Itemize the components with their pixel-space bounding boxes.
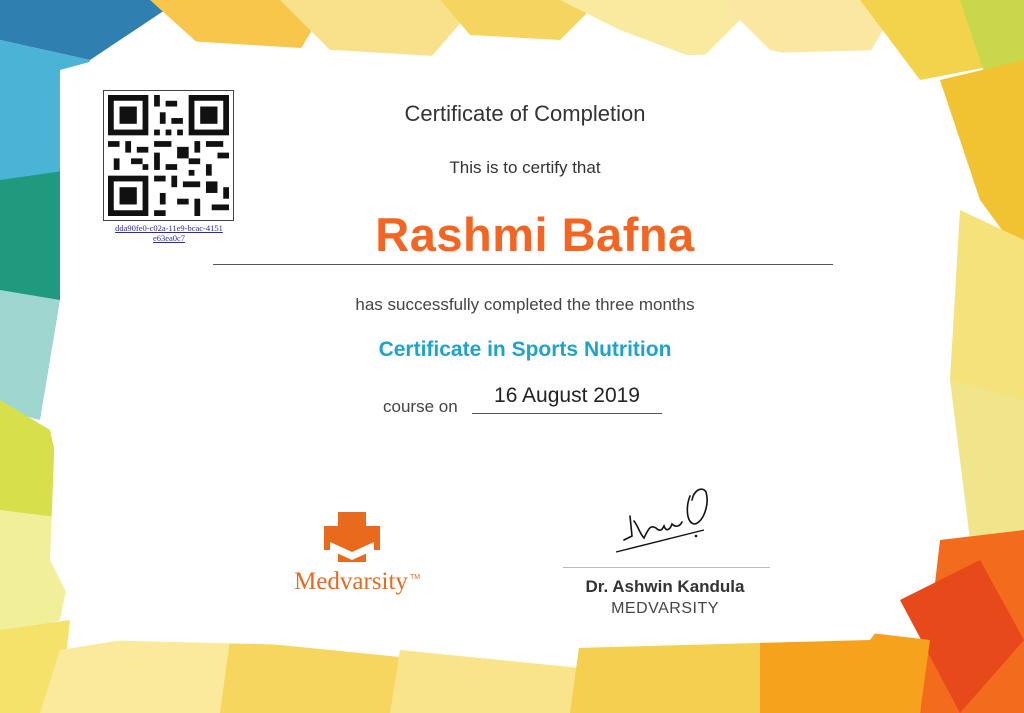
- signatory-organization: MEDVARSITY: [611, 600, 719, 617]
- name-underline: [213, 264, 833, 265]
- qr-code-image[interactable]: [103, 90, 234, 221]
- brand-name: Medvarsity: [294, 568, 408, 595]
- trademark-mark: TM: [410, 574, 421, 581]
- date-underline: [472, 413, 662, 414]
- certificate-title: Certificate of Completion: [404, 101, 646, 126]
- qr-code-link[interactable]: dda90fe0-c02a-11e9-bcac-4151 e63ea0c7: [115, 223, 223, 243]
- certify-line: This is to certify that: [449, 158, 601, 177]
- medical-cross-icon: [324, 512, 380, 562]
- signatory-name: Dr. Ashwin Kandula: [585, 577, 745, 596]
- completion-date: 16 August 2019: [494, 384, 640, 407]
- qr-code-pattern: [104, 91, 233, 220]
- signature-line: [563, 567, 770, 568]
- course-name: Certificate in Sports Nutrition: [378, 338, 672, 361]
- signature-image: [610, 486, 720, 556]
- course-on-label: course on: [383, 397, 458, 416]
- completion-line: has successfully completed the three months: [355, 295, 695, 314]
- recipient-name: Rashmi Bafna: [375, 208, 695, 261]
